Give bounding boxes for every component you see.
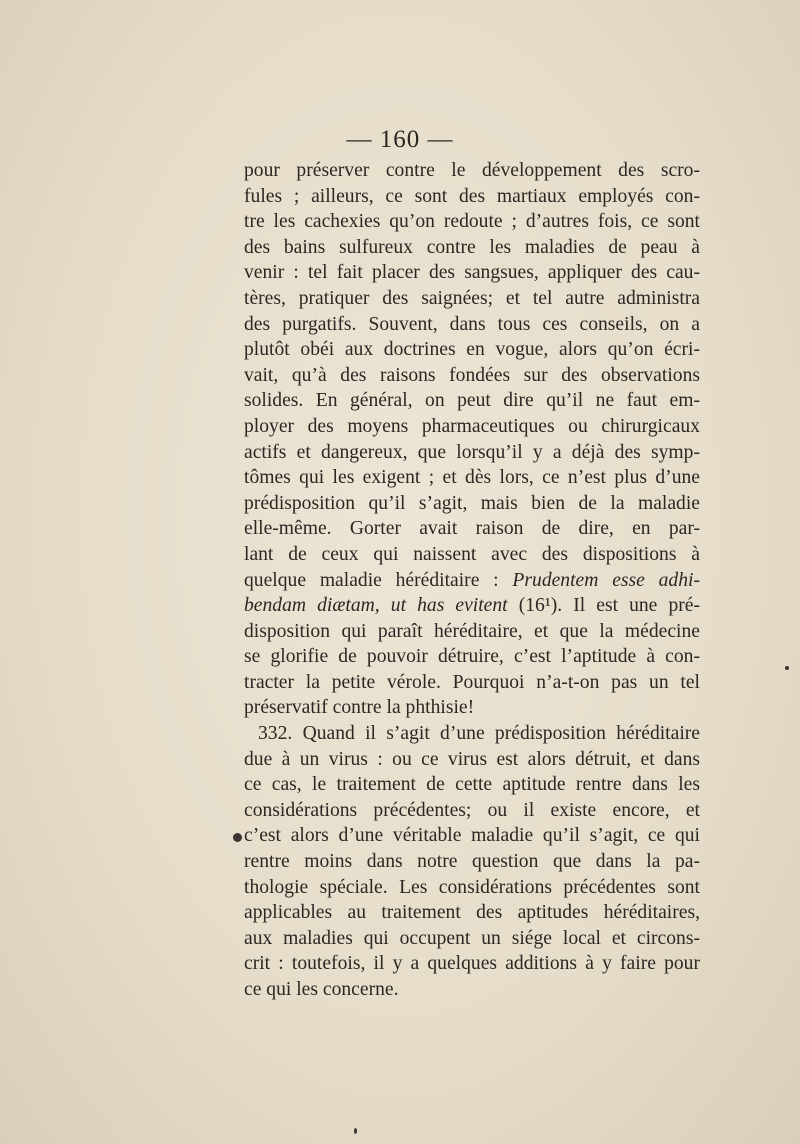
text-line: disposition qui paraît héréditaire, et que la médecine [244, 620, 700, 642]
text-line [244, 593, 700, 619]
ink-spot [233, 833, 242, 842]
text-line: tre les cachexies qu’on redoute ; d’autres fois, ce sont [244, 211, 700, 233]
text-line: considérations précédentes; ou il existe encore, et [244, 799, 700, 821]
text-line: pour préserver contre le développement des scro- [244, 160, 700, 181]
text-line: thologie spéciale. Les considérations précédentes sont [244, 876, 700, 898]
text-line: ce cas, le traitement de cette aptitude rentre dans les [244, 774, 700, 796]
text-line: applicables au traitement des aptitudes héréditaires, [244, 902, 700, 924]
text-line: ployer des moyens pharmaceutiques ou chirurgicaux [244, 415, 700, 437]
text-line: lant de ceux qui naissent avec des dispositions à [244, 543, 700, 565]
text-line [244, 568, 700, 594]
text-line: rentre moins dans notre question que dans la pa- [244, 851, 700, 873]
text-line: c’est alors d’une véritable maladie qu’il s’agit, ce qui [244, 825, 700, 847]
text-line: des purgatifs. Souvent, dans tous ces conseils, on a [244, 313, 700, 335]
text-line: venir : tel fait placer des sangsues, appliquer des cau- [244, 262, 700, 284]
text-line: des bains sulfureux contre les maladies de peau à [244, 236, 700, 258]
text-line: elle-même. Gorter avait raison de dire, en par- [244, 518, 700, 540]
text-line: fules ; ailleurs, ce sont des martiaux employés con- [244, 185, 700, 207]
text-line: se glorifie de pouvoir détruire, c’est l’aptitude à con- [244, 646, 700, 668]
text-line: due à un virus : ou ce virus est alors détruit, et dans [244, 748, 700, 770]
italic-quote: bendam diætam, ut has evitent [244, 595, 508, 617]
page-number: — 160 — [346, 126, 454, 153]
text-line: tracter la petite vérole. Pourquoi n’a-t-on pas un tel [244, 671, 700, 693]
ink-spot [354, 1128, 357, 1134]
text-line: tères, pratiquer des saignées; et tel autre administra [244, 287, 700, 309]
text-line: actifs et dangereux, que lorsqu’il y a déjà des symp- [244, 441, 700, 463]
text-line: prédisposition qu’il s’agit, mais bien de la maladie [244, 492, 700, 514]
text-segment: quelque maladie héréditaire : [244, 569, 513, 591]
text-line: ce qui les concerne. [244, 979, 399, 1000]
text-line: aux maladies qui occupent un siége local et circons- [244, 927, 700, 949]
italic-quote: Prudentem esse adhi- [512, 569, 700, 591]
text-line: 332. Quand il s’agit d’une prédisposition héréditaire [258, 723, 700, 745]
text-line: tômes qui les exigent ; et dès lors, ce n’est plus d’une [244, 467, 700, 489]
ink-spot [785, 666, 789, 670]
text-line: préservatif contre la phthisie! [244, 697, 475, 719]
page-body-text [244, 158, 700, 1003]
text-line: solides. En général, on peut dire qu’il ne faut em- [244, 390, 700, 412]
text-line: crit : toutefois, il y a quelques additions à y faire pour [244, 953, 700, 975]
text-line: vait, qu’à des raisons fondées sur des observations [244, 364, 700, 386]
text-line: plutôt obéi aux doctrines en vogue, alors qu’on écri- [244, 339, 700, 361]
text-segment: (16¹). Il est une pré- [507, 595, 700, 617]
